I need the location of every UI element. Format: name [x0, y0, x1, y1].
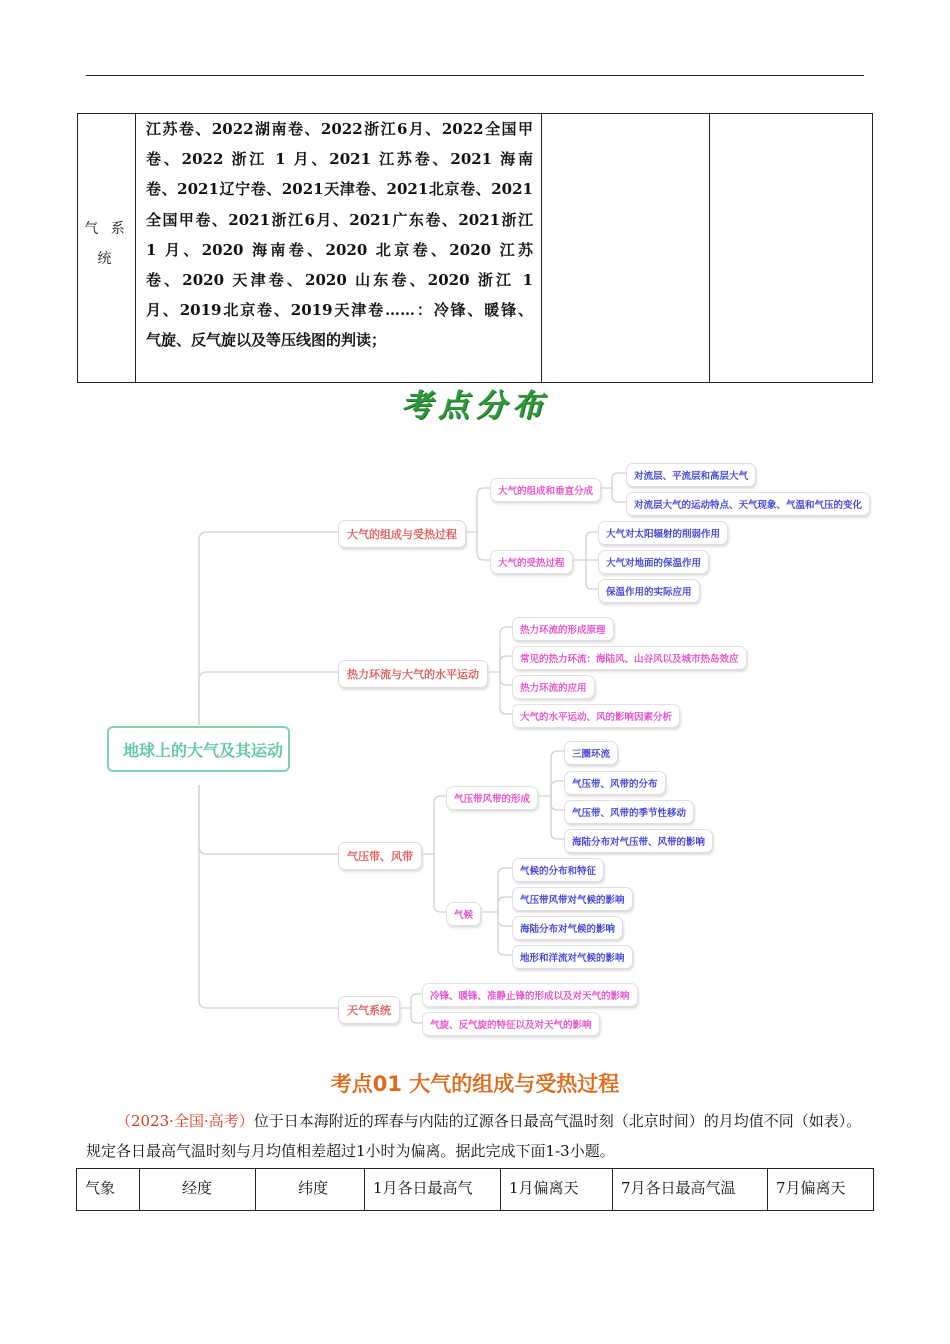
- header-cell: 1月偏离天: [501, 1169, 613, 1210]
- leaf-common-circulation: 常见的热力环流：海陆风、山谷风以及城市热岛效应: [512, 646, 747, 670]
- leaf-troposphere: 对流层大气的运动特点、天气现象、气温和气压的变化: [626, 492, 870, 516]
- sub-heating-process: 大气的受热过程: [490, 550, 573, 574]
- branch-atmosphere-composition: 大气的组成与受热过程: [338, 520, 466, 548]
- question-source: （2023·全国·高考）: [116, 1112, 254, 1130]
- leaf-insulation: 大气对地面的保温作用: [598, 550, 709, 574]
- branch-pressure-belts: 气压带、风带: [338, 842, 422, 870]
- leaf-three-cell: 三圈环流: [564, 741, 618, 765]
- leaf-horizontal-motion: 大气的水平运动、风的影响因素分析: [512, 704, 680, 728]
- header-cell: 纬度: [256, 1169, 365, 1210]
- header-cell: 经度: [140, 1169, 256, 1210]
- leaf-belt-distribution: 气压带、风带的分布: [564, 771, 666, 795]
- mindmap-root: 地球上的大气及其运动: [107, 726, 290, 772]
- leaf-circulation-use: 热力环流的应用: [512, 675, 595, 699]
- question-paragraph: [86, 1106, 866, 1166]
- leaf-climate-distribution: 气候的分布和特征: [512, 858, 604, 882]
- content-text: 江苏卷、2022湖南卷、2022浙江6月、2022全国甲 卷、2022 浙江 1 月、2021 江苏卷、2021 海南 卷、2021辽宁卷、2021天津卷、2021北京卷、2021 全国甲卷、2021浙江6月、2021广东卷、2021浙江 1 月、2020 海南卷、2020 北京卷、2020 江苏 卷、2020 天津卷、2020 山东卷、2020 浙江 1 月、2019北京卷、2019天津卷……：冷锋、暖锋、 气旋、反气旋以及等压线图的判读；: [146, 120, 533, 350]
- header-cell: 7月偏离天: [776, 1179, 846, 1197]
- section-heading: 考点01 大气的组成与受热过程: [330, 1072, 620, 1096]
- top-table: [77, 113, 873, 383]
- header-cell: 1月各日最高气: [365, 1169, 501, 1210]
- mindmap: [0, 455, 950, 1045]
- category-cell: [78, 114, 136, 382]
- leaf-layers: 对流层、平流层和高层大气: [626, 463, 756, 487]
- leaf-insulation-use: 保温作用的实际应用: [598, 579, 700, 603]
- leaf-belts-on-climate: 气压带风带对气候的影响: [512, 887, 633, 911]
- leaf-thermal-principle: 热力环流的形成原理: [512, 617, 614, 641]
- data-table-header: [76, 1168, 874, 1211]
- leaf-land-sea-belts: 海陆分布对气压带、风带的影响: [564, 829, 713, 853]
- leaf-terrain-currents: 地形和洋流对气候的影响: [512, 945, 633, 969]
- question-text: 位于日本海附近的珲春与内陆的辽源各日最高气温时刻（北京时间）的月均值不同（如表）。规定各日最高气温时刻与月均值相差超过1小时为偏离。据此完成下面1-3小题。: [86, 1112, 862, 1160]
- branch-weather-systems: 天气系统: [338, 996, 400, 1024]
- leaf-weakening: 大气对太阳辐射的削弱作用: [598, 521, 728, 545]
- sub-composition-layers: 大气的组成和垂直分成: [490, 478, 601, 502]
- leaf-land-sea-climate: 海陆分布对气候的影响: [512, 916, 623, 940]
- header-cell: 7月各日最高气温: [613, 1169, 768, 1210]
- content-cell: [136, 114, 542, 382]
- header-rule: [86, 75, 864, 76]
- empty-cell-1: [542, 114, 710, 382]
- leaf-seasonal-shift: 气压带、风带的季节性移动: [564, 800, 694, 824]
- leaf-cyclones: 气旋、反气旋的特征以及对天气的影响: [422, 1012, 600, 1036]
- sub-climate: 气候: [446, 902, 481, 926]
- header-cell: 气象: [77, 1169, 140, 1210]
- branch-thermal-circulation: 热力环流与大气的水平运动: [338, 660, 488, 688]
- leaf-fronts: 冷锋、暖锋、准静止锋的形成以及对天气的影响: [422, 983, 638, 1007]
- section-title: 考点分布: [401, 388, 549, 424]
- sub-belt-formation: 气压带风带的形成: [446, 786, 538, 810]
- category-label: 气 系 统: [84, 221, 129, 267]
